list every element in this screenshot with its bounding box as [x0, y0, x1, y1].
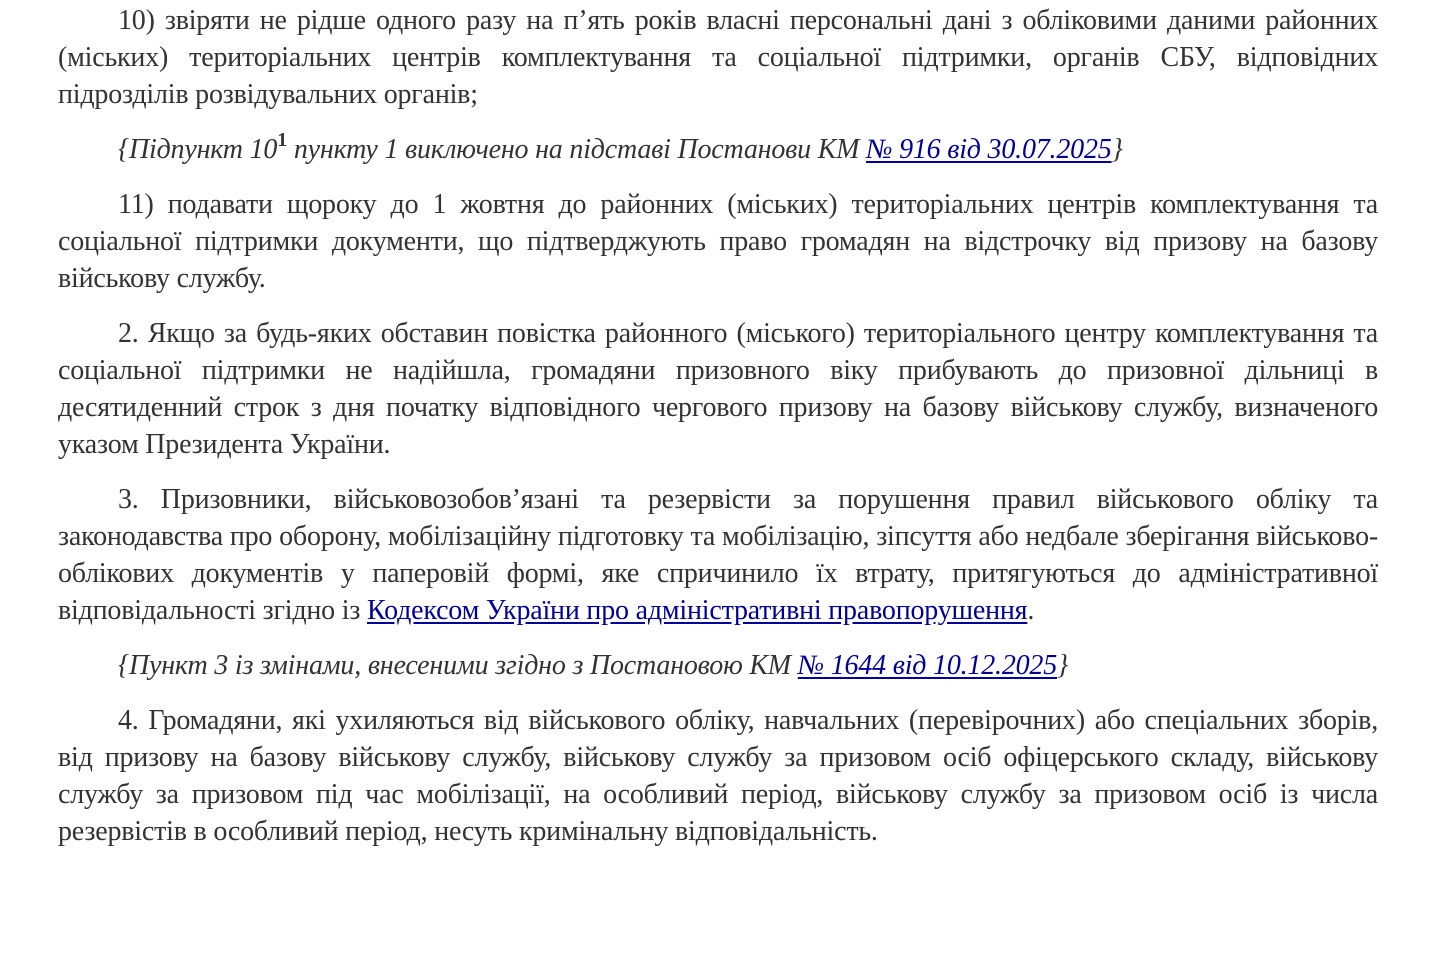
paragraph-4: 4. Громадяни, які ухиляються від військового обліку, навчальних (перевірочних) або спеціальних зборів, від призову на базову військову службу, військову службу за призовом осіб офіцерського складу, військову службу за призовом під час мобілізації, на особливий період, військову службу за призовом осіб із числа резервістів в особливий період, несуть кримінальну відповідальність. [58, 705, 1378, 847]
subparagraph-11: 11) подавати щороку до 1 жовтня до районних (міських) територіальних центрів комплектування та соціальної підтримки документи, що підтверджують право громадян на відстрочку від призову на базову військову службу. [58, 189, 1378, 294]
paragraph-2: 2. Якщо за будь-яких обставин повістка районного (міського) територіального центру комплектування та соціальної підтримки не надійшла, громадяни призовного віку прибувають до призовної дільниці в десятиденний строк з дня початку відповідного чергового призову на базову військову службу, визначеного указом Президента України. [58, 318, 1378, 460]
note-text: {Підпункт 10 [118, 134, 278, 165]
amendment-note-subparagraph-10-1 [58, 131, 1378, 168]
amendment-note-paragraph-3 [58, 647, 1378, 684]
note-text: {Пункт 3 із змінами, внесеними згідно з Постановою КМ [118, 650, 798, 681]
paragraph-3-text: 3. Призовники, військовозобов’язані та резервісти за порушення правил військового обліку та законодавства про оборону, мобілізаційну підготовку та мобілізацію, зіпсуття або недбале зберігання військово-облікових документів у паперовій формі, яке спричинило їх втрату, притягуються до адміністративної відповідальності згідно із [58, 484, 1378, 626]
note-closing-brace: } [1057, 650, 1069, 681]
resolution-916-link[interactable]: № 916 від 30.07.2025 [866, 134, 1112, 165]
paragraph-3-period: . [1027, 595, 1035, 626]
note-closing-brace: } [1111, 134, 1123, 165]
subparagraph-10: 10) звіряти не рідше одного разу на п’ять років власні персональні дані з обліковими даними районних (міських) територіальних центрів комплектування та соціальної підтримки, органів СБУ, відповідних підрозділів розвідувальних органів; [58, 5, 1378, 110]
superscript-index: 1 [277, 129, 288, 151]
note-text: пункту 1 виключено на підставі Постанови КМ [287, 134, 867, 165]
resolution-1644-link[interactable]: № 1644 від 10.12.2025 [797, 650, 1058, 681]
paragraph-3 [58, 481, 1378, 629]
document-body [58, 2, 1378, 868]
administrative-code-link[interactable]: Кодексом України про адміністративні правопорушення [367, 595, 1028, 626]
